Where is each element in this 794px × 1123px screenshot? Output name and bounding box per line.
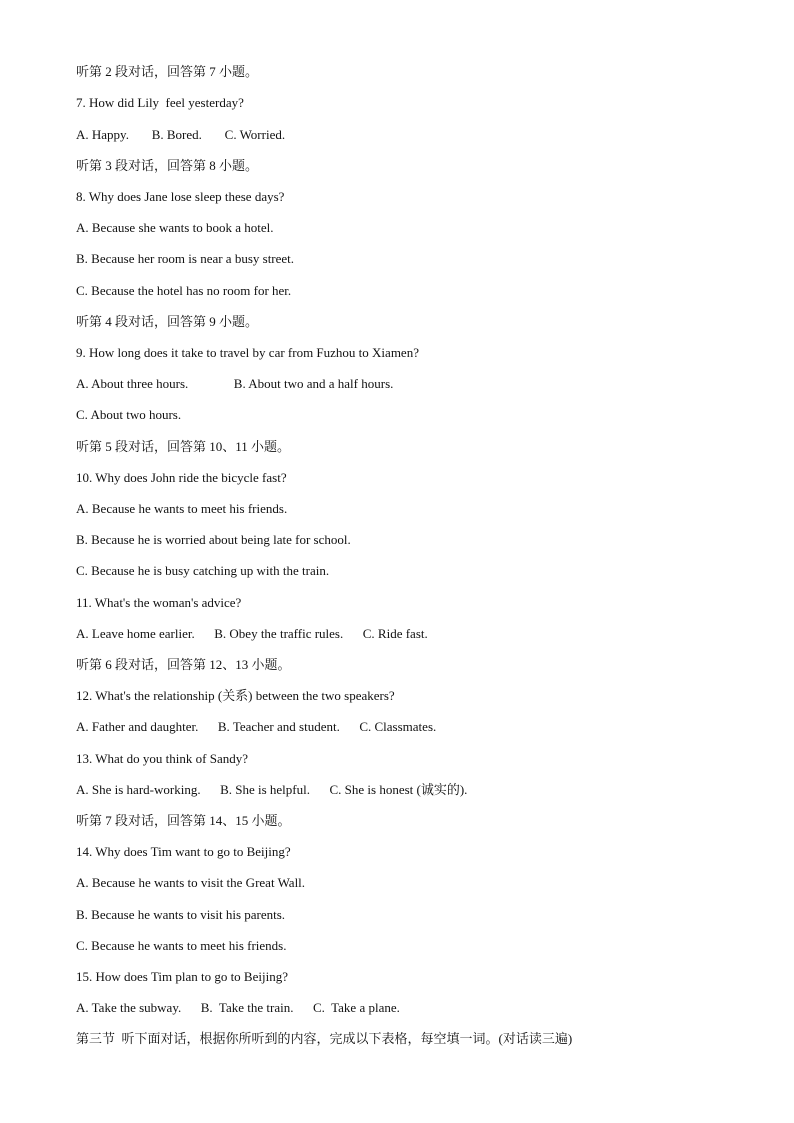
question-7: 7. How did Lily feel yesterday? [76, 95, 244, 110]
dialogue-6-instruction: 听第 6 段对话，回答第 12、13 小题。 [76, 657, 291, 672]
dialogue-7-instruction: 听第 7 段对话，回答第 14、15 小题。 [76, 813, 291, 828]
question-14: 14. Why does Tim want to go to Beijing? [76, 844, 291, 859]
question-14-option-a: A. Because he wants to visit the Great Wall. [76, 875, 306, 890]
question-13-options: A. She is hard-working. B. She is helpful. C. She is honest (诚实的). [76, 782, 468, 797]
question-9-option-c: C. About two hours. [76, 407, 182, 422]
question-10: 10. Why does John ride the bicycle fast? [76, 470, 287, 485]
question-7-options: A. Happy. B. Bored. C. Worried. [76, 127, 286, 142]
section-3-heading: 第三节 听下面对话，根据你所听到的内容，完成以下表格，每空填一词。(对话读三遍) [76, 1031, 573, 1046]
question-15-options: A. Take the subway. B. Take the train. C. Take a plane. [76, 1000, 400, 1015]
question-14-option-c: C. Because he wants to meet his friends. [76, 938, 287, 953]
question-9-options-ab: A. About three hours. B. About two and a half hours. [76, 376, 394, 391]
question-10-option-c: C. Because he is busy catching up with the train. [76, 563, 330, 578]
dialogue-3-instruction: 听第 3 段对话，回答第 8 小题。 [76, 158, 259, 173]
question-8: 8. Why does Jane lose sleep these days? [76, 189, 285, 204]
dialogue-2-instruction: 听第 2 段对话，回答第 7 小题。 [76, 64, 259, 79]
question-11-options: A. Leave home earlier. B. Obey the traffic rules. C. Ride fast. [76, 626, 428, 641]
question-8-option-a: A. Because she wants to book a hotel. [76, 220, 274, 235]
question-12-options: A. Father and daughter. B. Teacher and student. C. Classmates. [76, 719, 437, 734]
question-14-option-b: B. Because he wants to visit his parents. [76, 907, 286, 922]
question-10-option-b: B. Because he is worried about being late for school. [76, 532, 351, 547]
dialogue-4-instruction: 听第 4 段对话，回答第 9 小题。 [76, 314, 259, 329]
question-10-option-a: A. Because he wants to meet his friends. [76, 501, 288, 516]
question-8-option-b: B. Because her room is near a busy street. [76, 251, 295, 266]
question-8-option-c: C. Because the hotel has no room for her. [76, 283, 292, 298]
dialogue-5-instruction: 听第 5 段对话，回答第 10、11 小题。 [76, 439, 291, 454]
question-12: 12. What's the relationship (关系) between the two speakers? [76, 688, 395, 703]
question-9: 9. How long does it take to travel by car from Fuzhou to Xiamen? [76, 345, 419, 360]
question-11: 11. What's the woman's advice? [76, 595, 242, 610]
question-15: 15. How does Tim plan to go to Beijing? [76, 969, 288, 984]
question-13: 13. What do you think of Sandy? [76, 751, 248, 766]
